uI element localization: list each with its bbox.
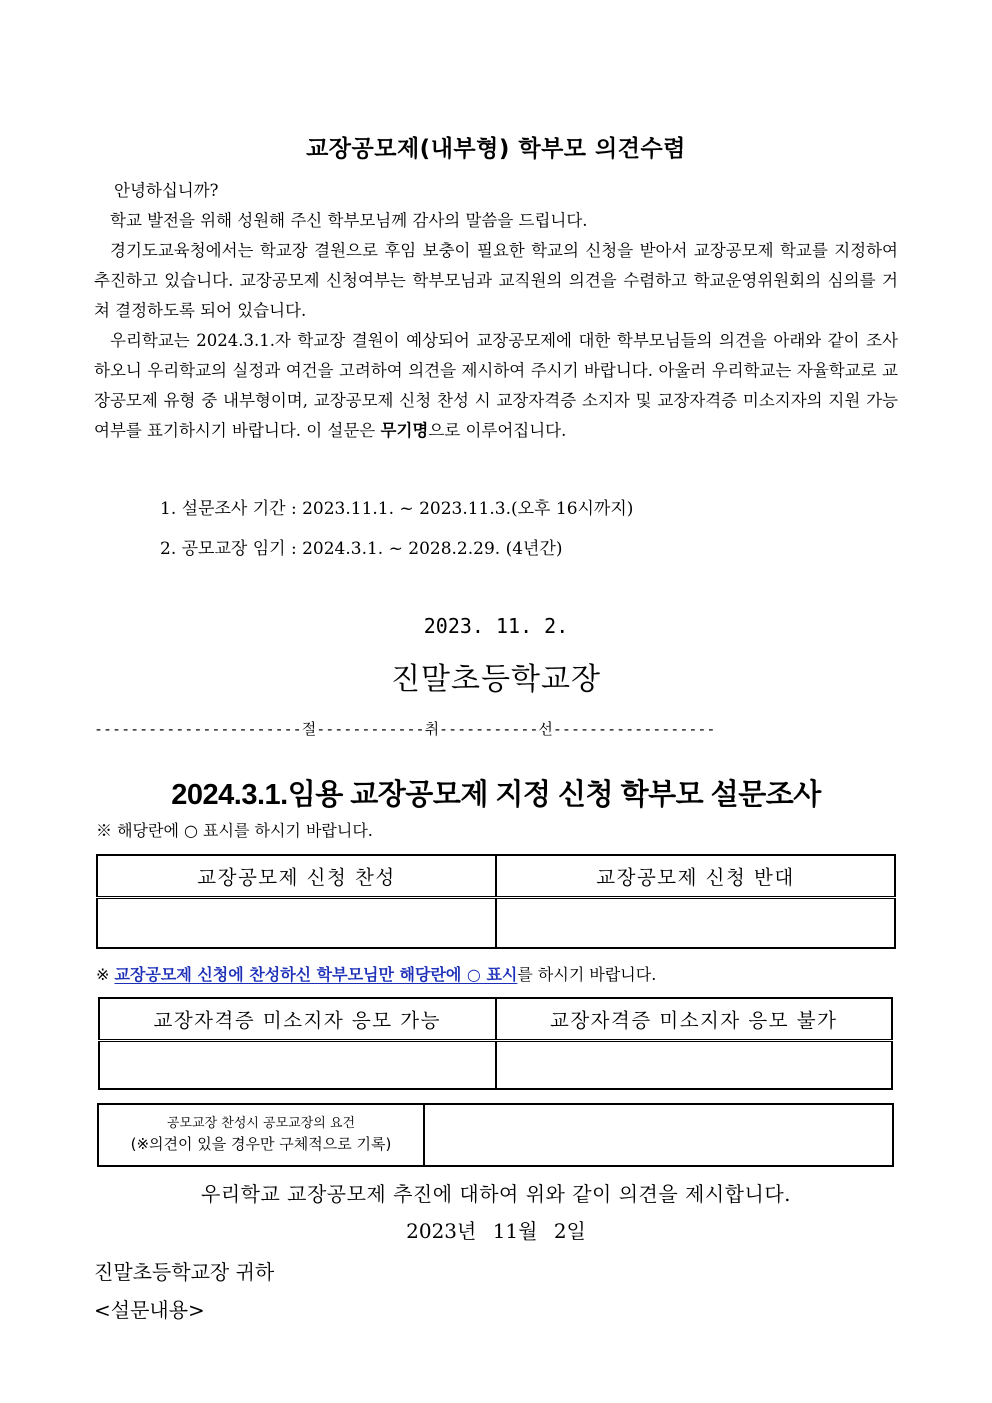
option-oppose-cell[interactable] (496, 898, 895, 949)
paragraph-3-main: 우리학교는 2024.3.1.자 학교장 결원이 예상되어 교장공모제에 대한 학부모님들의 의견을 아래와 같이 조사하오니 우리학교의 실정과 여건을 고려하여 의견을 제시하여 주시기 바랍니다. 아울러 우리학교는 자율학교로 교장공모제 유형 중 내부형이며, 교장공모제 신청 찬성 시 교장자격증 소지자 및 교장자격증 미소지자의 지원 가능 여부를 표기하시기 바랍니다. 이 설문은 (94, 331, 898, 440)
closing-statement: 우리학교 교장공모제 추진에 대하여 위와 같이 의견을 제시합니다. (201, 1182, 791, 1206)
requirements-label-line2: (※의견이 있을 경우만 구체적으로 기록) (130, 1135, 392, 1153)
requirements-label (98, 1104, 424, 1166)
option-unlicensed-allowed-header: 교장자격증 미소지자 응모 가능 (99, 998, 496, 1041)
note-tail: 를 하시기 바랍니다. (517, 965, 657, 984)
notice-body (94, 176, 898, 446)
survey-period: 1. 설문조사 기간 : 2023.11.1. ~ 2023.11.3.(오후 16시까지) (160, 499, 634, 519)
note-mark: ※ (96, 965, 115, 984)
option-approve-header: 교장공모제 신청 찬성 (97, 855, 496, 898)
requirements-label-line1: 공모교장 찬성시 공모교장의 요건 (166, 1116, 356, 1131)
contents-label: <설문내용> (94, 1298, 205, 1322)
requirements-table (97, 1103, 894, 1167)
signature-date: 2023년 11월 2일 (406, 1219, 586, 1243)
option-oppose-header: 교장공모제 신청 반대 (496, 855, 895, 898)
cut-line: -----------------------절------------취-----------선------------------ (94, 720, 716, 738)
greeting: 안녕하십니까? (114, 181, 219, 200)
paragraph-2: 경기도교육청에서는 학교장 결원으로 후임 보충이 필요한 학교의 신청을 받아서 교장공모제 학교를 지정하여 추진하고 있습니다. 교장공모제 신청여부는 학부모님과 교직원의 의견을 수렴하고 학교운영위원회의 심의를 거쳐 결정하도록 되어 있습니다. (94, 241, 898, 320)
paragraph-3 (94, 326, 898, 446)
survey-title: 2024.3.1.임용 교장공모제 지정 신청 학부모 설문조사 (171, 779, 821, 811)
note-highlight: 교장공모제 신청에 찬성하신 학부모님만 해당란에 ○ 표시 (114, 965, 518, 984)
addressee: 진말초등학교장 귀하 (94, 1260, 275, 1284)
license-table (98, 997, 893, 1090)
paragraph-3-tail: 으로 이루어집니다. (428, 421, 567, 440)
school-name: 진말초등학교장 (391, 662, 601, 697)
option-approve-cell[interactable] (97, 898, 496, 949)
requirements-input-cell[interactable] (424, 1104, 893, 1166)
principal-term: 2. 공모교장 임기 : 2024.3.1. ~ 2028.2.29. (4년간) (160, 539, 563, 559)
instruction-note: ※ 해당란에 ○ 표시를 하시기 바랍니다. (96, 821, 373, 840)
approval-table (96, 854, 896, 949)
anonymous-emphasis: 무기명 (380, 421, 429, 440)
option-unlicensed-denied-cell[interactable] (496, 1041, 893, 1090)
notice-title: 교장공모제(내부형) 학부모 의견수렴 (306, 136, 686, 162)
notice-date: 2023. 11. 2. (423, 614, 569, 638)
conditional-note (96, 962, 656, 985)
option-unlicensed-allowed-cell[interactable] (99, 1041, 496, 1090)
option-unlicensed-denied-header: 교장자격증 미소지자 응모 불가 (496, 998, 893, 1041)
paragraph-1: 학교 발전을 위해 성원해 주신 학부모님께 감사의 말씀을 드립니다. (110, 211, 588, 230)
